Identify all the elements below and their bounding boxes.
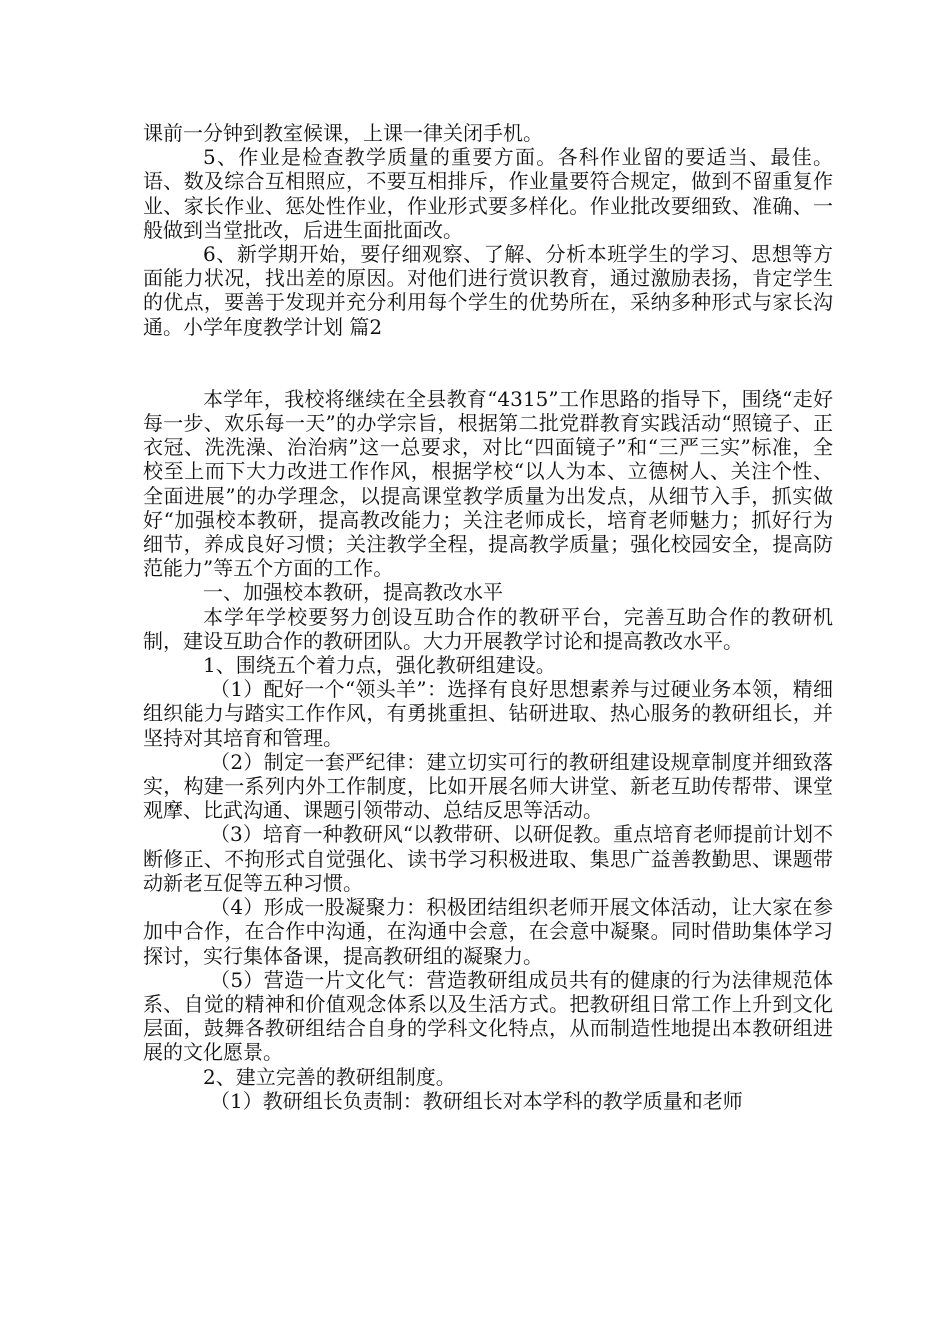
subitem-3: （3）培育一种教研风“以教带研、以研促教。重点培育老师提前计划不断修正、不拘形式自觉强化、读书学习积极进取、集思广益善教勤思、课题带动新老互促等五种习惯。 [143, 822, 833, 895]
subitem-1: （1）配好一个“领头羊”：选择有良好思想素养与过硬业务本领，精细组织能力与踏实工作作风，有勇挑重担、钻研进取、热心服务的教研组长，并坚持对其培育和管理。 [143, 677, 833, 750]
section-heading-one: 一、加强校本教研，提高教改水平 [203, 580, 503, 605]
paragraph-new-semester: 6、新学期开始，要仔细观察、了解、分析本班学生的学习、思想等方面能力状况，找出差的原因。对他们进行赏识教育，通过激励表扬，肯定学生的优点，要善于发现并充分利用每个学生的优势所在，采纳多种形式与家长沟通。小学年度教学计划 篇2 [143, 242, 833, 339]
subitem-4: （4）形成一股凝聚力：积极团结组织老师开展文体活动，让大家在参加中合作，在合作中沟通，在沟通中会意，在会意中凝聚。同时借助集体学习探讨，实行集体备课，提高教研组的凝聚力。 [143, 895, 833, 968]
subitem-5: （5）营造一片文化气：营造教研组成员共有的健康的行为法律规范体系、自觉的精神和价值观念体系以及生活方式。把教研组日常工作上升到文化层面，鼓舞各教研组结合自身的学科文化特点，从而制造性地提出本教研组进展的文化愿景。 [143, 967, 833, 1065]
item-heading-2: 2、建立完善的教研组制度。 [203, 1064, 456, 1089]
paragraph-homework: 5、作业是检查教学质量的重要方面。各科作业留的要适当、最佳。语、数及综合互相照应，不要互相排斥，作业量要符合规定，做到不留重复作业、家长作业、惩处性作业，作业形式要多样化。作业批改要细致、准确、一般做到当堂批改，后进生面批面改。 [143, 145, 833, 242]
section-gap [143, 339, 833, 387]
subitem-2: （2）制定一套严纪律：建立切实可行的教研组建设规章制度并细致落实，构建一系列内外工作制度，比如开展名师大讲堂、新老互助传帮带、课堂观摩、比武沟通、课题引领带动、总结反思等活动。 [143, 749, 833, 823]
paragraph-intro: 本学年，我校将继续在全县教育“4315”工作思路的指导下，围绕“走好每一步、欢乐每一天”的办学宗旨，根据第二批党群教育实践活动“照镜子、正衣冠、洗洗澡、治治病”这一总要求，对比“四面镜子”和“三严三实”标准，全校至上而下大力改进工作作风，根据学校“以人为本、立德树人、关注个性、全面进展”的办学理念，以提高课堂教学质量为出发点，从细节入手，抓实做好“加强校本教研，提高教改能力；关注老师成长，培育老师魅力；抓好行为细节，养成良好习惯；关注教学全程，提高教学质量；强化校园安全，提高防范能力”等五个方面的工作。 [143, 386, 833, 581]
document-body [143, 121, 833, 1113]
paragraph-continuation: 课前一分钟到教室候课，上课一律关闭手机。 [143, 121, 543, 145]
item-heading-1: 1、围绕五个着力点，强化教研组建设。 [203, 653, 556, 678]
paragraph-platform: 本学年学校要努力创设互助合作的教研平台，完善互助合作的教研机制，建设互助合作的教研团队。大力开展教学讨论和提高教改水平。 [143, 604, 833, 653]
subitem-responsibility: （1）教研组长负责制：教研组长对本学科的教学质量和老师 [210, 1088, 743, 1113]
